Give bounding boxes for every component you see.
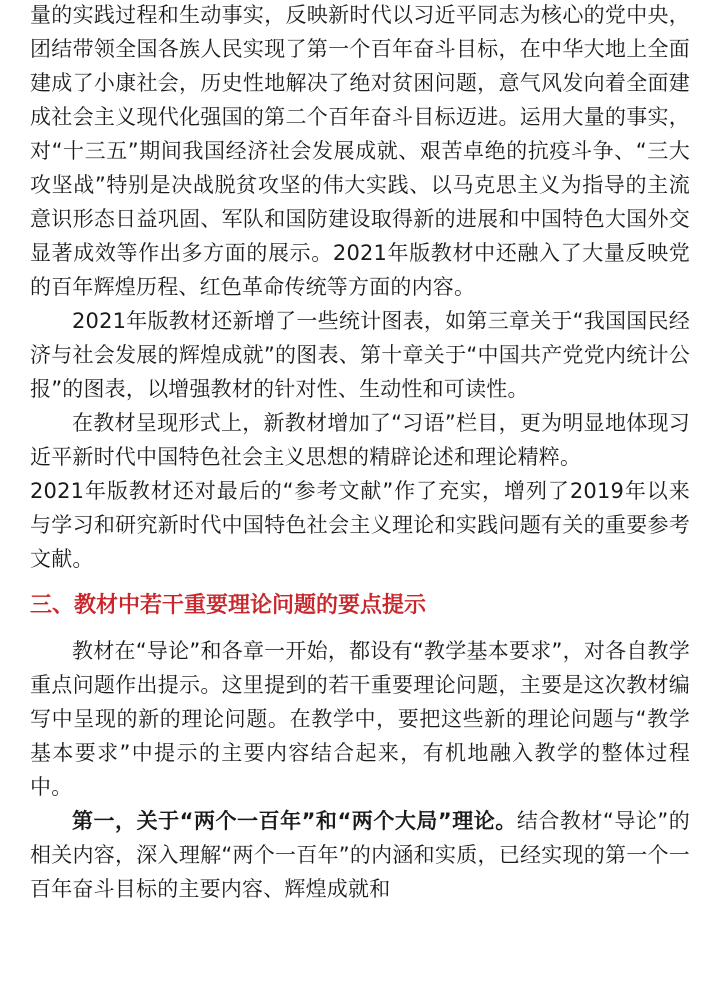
paragraph-references: 2021年版教材还对最后的“参考文献”作了充实，增列了2019年以来与学习和研究新时代中国特色社会主义理论和实践问题有关的重要参考文献。 [30,479,690,571]
paragraph-bold-lead: 第一，关于“两个一百年”和“两个大局”理论。 [72,809,517,833]
paragraph-xiyu-column: 在教材呈现形式上，新教材增加了“习语”栏目，更为明显地体现习近平新时代中国特色社会主义思想的精辟论述和理论精粹。 [30,411,690,469]
paragraph-practice-facts: 量的实践过程和生动事实，反映新时代以习近平同志为核心的党中央，团结带领全国各族人民实现了第一个百年奋斗目标，在中华大地上全面建成了小康社会，历史性地解决了绝对贫困问题，意气风发向着全面建成社会主义现代化强国的第二个百年奋斗目标迈进。运用大量的事实，对“十三五”期间我国经济社会发展成就、艰苦卓绝的抗疫斗争、“三大攻坚战”特别是决战脱贫攻坚的伟大实践、以马克思主义为指导的主流意识形态日益巩固、军队和国防建设取得新的进展和中国特色大国外交显著成效等作出多方面的展示。2021年版教材中还融入了大量反映党的百年辉煌历程、红色革命传统等方面的内容。 [30,3,690,299]
paragraph-statistical-charts: 2021年版教材还新增了一些统计图表，如第三章关于“我国国民经济与社会发展的辉煌成就”的图表、第十章关于“中国共产党党内统计公报”的图表，以增强教材的针对性、生动性和可读性。 [30,309,690,401]
paragraph-body-text: 结合教材“导论”的相关内容，深入理解“两个一百年”的内涵和实质，已经实现的第一个一百年奋斗目标的主要内容、辉煌成就和 [30,809,690,901]
section-heading: 三、教材中若干重要理论问题的要点提示 [30,593,427,618]
document-page [30,0,690,906]
paragraph-two-centenary-goals [30,804,690,906]
paragraph-teaching-requirements: 教材在“导论”和各章一开始，都设有“教学基本要求”，对各自教学重点问题作出提示。这里提到的若干重要理论问题，主要是这次教材编写中呈现的新的理论问题。在教学中，要把这些新的理论问题与“教学基本要求”中提示的主要内容结合起来，有机地融入教学的整体过程中。 [30,639,690,799]
